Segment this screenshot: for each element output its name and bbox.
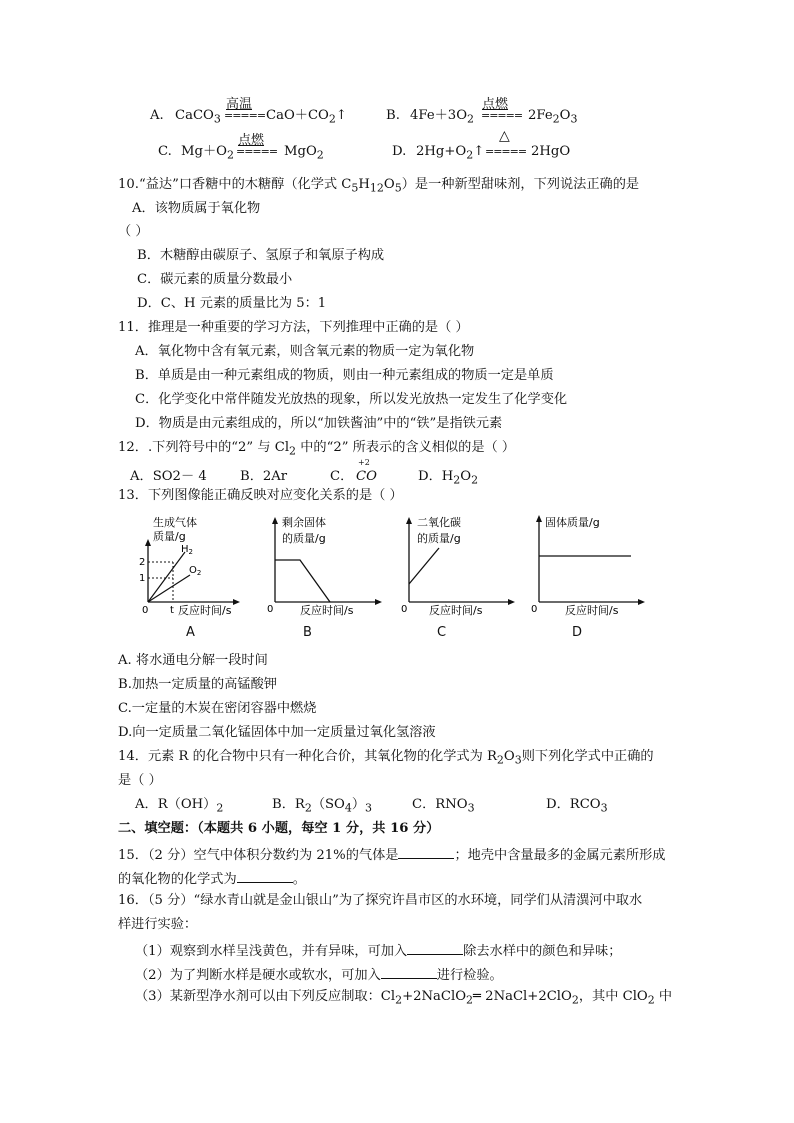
q16-line-2: 样进行实验： [118,917,198,932]
graph-a-tick-2: 2 [139,557,146,568]
q9-a-rhs: CaO＋CO [266,108,329,123]
q16-blank-1[interactable] [407,940,463,955]
q15-line-2: 的氧化物的化学式为 。 [118,868,306,889]
graph-d-ylabel1: 固体质量/g [545,516,600,529]
q10-stem: 10.“益达”口香糖中的木糖醇（化学式 $C_5H_{12}O_5$）是一种新型甜味剂，下列说法正确的是 [118,177,640,195]
graph-c-ylabel2: 的质量/g [417,532,461,545]
graph-b-ylabel2: 的质量/g [282,532,326,545]
q9-a-lhs: CaCO [175,108,214,123]
q9-d-label: D. [392,144,407,159]
q9-d-arrow: ===== [485,145,527,158]
q12-option-c-label: C． [330,469,354,484]
graph-b-ylabel1: 剩余固体 [282,516,326,529]
q16-item-3: （3）某新型净水剂可以由下列反应制取：$Cl_2+2NaClO_2═$ 2NaCl+2ClO$_2$，其中 ClO$_2$ 中 [135,989,673,1007]
q10-option-a: A．该物质属于氧化物 [132,201,261,216]
graph-c-xlabel: 反应时间/s [429,604,483,617]
q12-option-c-charge: +2 [358,458,370,467]
q9-d-condition: △ [499,128,510,144]
q12-option-b: B．2Ar [240,469,288,484]
q9-c-condition: 点燃 [238,133,265,148]
q14-option-a: A．$R(OH)_2$ [135,797,224,815]
graph-c-letter: C [437,625,447,640]
q9-b-rhs: 2Fe [528,108,553,123]
q13-stem: 13．下列图像能正确反映对应变化关系的是（ ） [118,488,403,503]
graph-b-letter: B [303,625,312,640]
graph-a-t: t [170,605,174,616]
q16-blank-2[interactable] [381,964,437,979]
graph-c-curve [409,548,439,584]
q9-c-arrow: ===== [236,145,278,158]
q11-option-a: A．氧化物中含有氧元素，则含氧元素的物质一定为氧化物 [135,344,475,359]
q9-b-arrow: ===== [481,109,523,122]
graph-a-origin: 0 [142,605,149,616]
q11-option-d: D．物质是由元素组成的，所以“加铁酱油”中的“铁”是指铁元素 [135,416,503,431]
q9-b-label: B. [386,108,400,123]
q13-option-c: C.一定量的木炭在密闭容器中燃烧 [118,701,317,716]
q14-option-d: D．$RCO_3$ [546,797,608,815]
graph-c-ylabel1: 二氧化碳 [417,516,461,529]
graph-a-xlabel: 反应时间/s [178,604,232,617]
graph-a-x-arrow [233,599,240,605]
q10-option-b: B．木糖醇由碳原子、氢原子和氧原子构成 [137,248,385,263]
q12-option-a: A．SO2－ 4 [130,469,207,484]
q15-blank-2[interactable] [237,868,293,883]
q9-d-lhs: 2Hg+O [416,144,467,159]
section-2-title: 二、填空题：（本题共 6 小题，每空 1 分，共 16 分） [118,821,440,836]
q11-stem: 11．推理是一种重要的学习方法，下列推理中正确的是（ ） [118,320,469,335]
q9-c-rhs: MgO [284,144,317,159]
q9-a-arrow: ===== [224,109,266,122]
graph-d-y-arrow [536,515,542,522]
q9-a-label: A. [150,108,164,123]
graph-d-letter: D [572,625,583,640]
q10-option-d: D．C、H 元素的质量比为 5：1 [137,296,327,311]
graph-b-origin: 0 [267,604,274,615]
graph-d-x-arrow [638,599,645,605]
graph-a-o2-line [148,575,190,602]
graph-a-letter: A [186,625,195,640]
graph-c-origin: 0 [401,604,408,615]
graph-c-x-arrow [508,599,515,605]
q9-d-rhs: 2HgO [531,144,571,159]
q13-option-d: D.向一定质量二氧化锰固体中加一定质量过氧化氢溶液 [118,725,436,740]
graph-a-ylabel2: 质量/g [153,530,186,543]
q16-line-1: 16．（5 分）“绿水青山就是金山银山”为了探究许昌市区的水环境，同学们从清潩河中取水 [118,893,643,908]
graph-b-curve [275,560,330,602]
q16-item-1: （1）观察到水样呈浅黄色，并有异味，可加入 除去水样中的颜色和异味； [135,940,621,961]
graph-a-y-arrow [145,539,151,546]
graph-a-h2-label: $H_2$ [181,544,193,556]
q13-option-a: A. 将水通电分解一段时间 [118,653,268,668]
q12-stem: 12．.下列符号中的“2” 与 $Cl_2$ 中的“2” 所表示的含义相似的是（ ） [118,440,516,458]
q9-b-lhs: 4Fe＋3O [410,108,468,123]
q9-b-condition: 点燃 [482,97,509,112]
graph-b-y-arrow [272,517,278,524]
q9-a-condition: 高温 [226,97,253,112]
q10-option-c: C．碳元素的质量分数最小 [137,272,293,287]
graph-a-tick-1: 1 [139,573,146,584]
q13-option-b: B.加热一定质量的高锰酸钾 [118,677,277,692]
graph-a-ylabel1: 生成气体 [153,516,197,529]
q11-option-c: C．化学变化中常伴随发光放热的现象，所以发光放热一定发生了化学变化 [135,392,568,407]
q14-option-b: B．$R_2(SO_4)_3$ [272,797,373,815]
graph-c-y-arrow [406,517,412,524]
graph-b-x-arrow [375,599,382,605]
q14-stem: 14．元素 R 的化合物中只有一种化合价，其氧化物的化学式为 $R_2O_3$则下列化学式中正确的 [118,749,654,767]
graph-a-o2-label: $O_2$ [189,565,202,577]
q15-line-1: 15．（2 分）空气中体积分数约为 21%的气体是 ；地壳中含量最多的金属元素所形成 [118,844,665,865]
q14-stem-2: 是（ ） [118,773,162,788]
q9-c-lhs: Mg＋O [181,144,227,159]
q11-option-b: B．单质是由一种元素组成的物质，则由一种元素组成的物质一定是单质 [135,368,554,383]
q15-blank-1[interactable] [398,844,454,859]
q10-answer-paren: （ ） [118,224,149,239]
q9-c-label: C. [158,144,172,159]
q12-option-c: CO [356,469,377,484]
graph-d-xlabel: 反应时间/s [565,604,619,617]
q16-item-2: （2）为了判断水样是硬水或软水，可加入 进行检验。 [135,964,503,985]
q12-option-d: D．$H_2O_2$ [418,469,479,487]
q14-option-c: C．$RNO_3$ [412,797,475,815]
graph-a-h2-line [148,552,185,602]
graph-b-xlabel: 反应时间/s [300,604,354,617]
graph-d-origin: 0 [531,604,538,615]
q13-graph-d [525,512,675,647]
